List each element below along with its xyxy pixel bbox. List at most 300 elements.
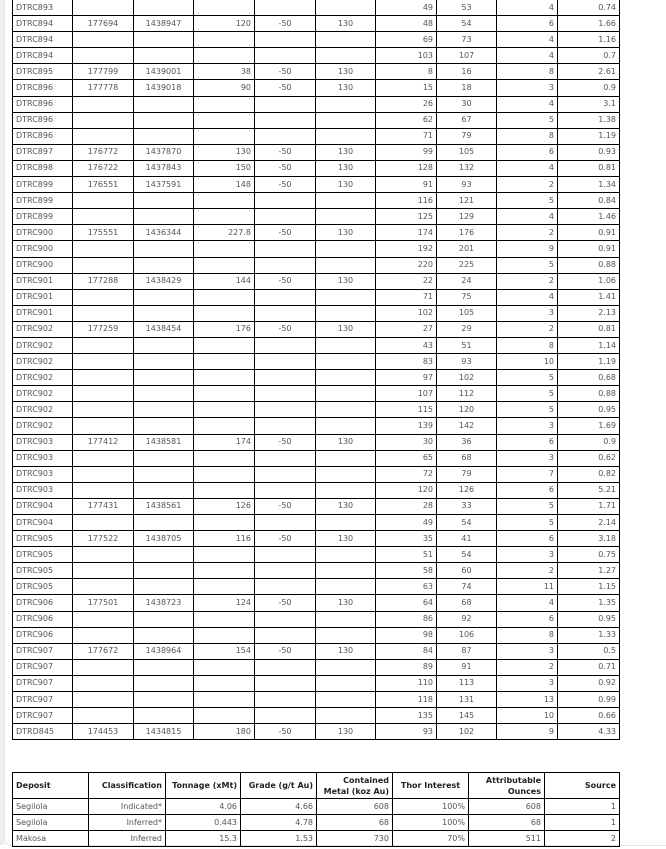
cell-depth [194,128,255,144]
cell-grade: 1.38 [558,112,620,128]
cell-to: 54 [437,547,497,563]
cell-interval: 6 [497,531,558,547]
cell-hole-id: DTRC896 [13,96,73,112]
cell-depth [194,627,255,643]
header-tonnage: Tonnage (xMt) [166,773,241,799]
cell-azimuth [316,0,376,16]
cell-dip [255,579,316,595]
cell-azimuth [316,450,376,466]
cell-tonnage: 0.443 [166,815,241,831]
cell-interval: 9 [497,724,558,740]
cell-to: 54 [437,16,497,32]
cell-grade: 0.91 [558,225,620,241]
cell-interval: 2 [497,321,558,337]
cell-interval: 3 [497,675,558,691]
cell-grade: 1.69 [558,418,620,434]
cell-azimuth [316,354,376,370]
cell-to: 102 [437,370,497,386]
cell-from: 103 [376,48,437,64]
cell-hole-id: DTRC902 [13,321,73,337]
cell-dip [255,32,316,48]
cell-interval: 4 [497,160,558,176]
cell-dip [255,48,316,64]
table-row [13,289,620,305]
header-grade: Grade (g/t Au) [241,773,317,799]
cell-grade: 0.93 [558,144,620,160]
cell-from: 15 [376,80,437,96]
cell-northing: 1437870 [134,144,194,160]
cell-from: 49 [376,515,437,531]
cell-dip [255,257,316,273]
table-row [13,627,620,643]
cell-grade: 0.68 [558,370,620,386]
cell-interval: 2 [497,177,558,193]
cell-easting: 177259 [73,321,134,337]
cell-northing: 1439001 [134,64,194,80]
cell-northing: 1438705 [134,531,194,547]
cell-hole-id: DTRC904 [13,515,73,531]
cell-dip [255,418,316,434]
cell-azimuth [316,563,376,579]
cell-hole-id: DTRC901 [13,273,73,289]
cell-depth: 90 [194,80,255,96]
cell-northing [134,675,194,691]
cell-dip [255,96,316,112]
table-row [13,611,620,627]
cell-interval: 4 [497,48,558,64]
cell-grade: 1.14 [558,337,620,353]
cell-dip: -50 [255,595,316,611]
cell-hole-id: DTRC902 [13,418,73,434]
cell-interval: 4 [497,209,558,225]
cell-hole-id: DTRC902 [13,354,73,370]
cell-easting [73,579,134,595]
cell-to: 87 [437,643,497,659]
cell-grade: 0.9 [558,434,620,450]
table-row [13,370,620,386]
cell-northing [134,708,194,724]
table-row [13,799,620,815]
cell-grade: 0.81 [558,321,620,337]
cell-from: 8 [376,64,437,80]
cell-easting: 175551 [73,225,134,241]
cell-grade: 1.19 [558,354,620,370]
cell-hole-id: DTRC903 [13,482,73,498]
cell-dip: -50 [255,160,316,176]
cell-interval: 4 [497,289,558,305]
cell-azimuth: 130 [316,434,376,450]
cell-from: 115 [376,402,437,418]
cell-hole-id: DTRC906 [13,595,73,611]
cell-to: 79 [437,128,497,144]
cell-northing [134,96,194,112]
table-row [13,177,620,193]
cell-grade: 0.95 [558,611,620,627]
cell-easting: 177778 [73,80,134,96]
cell-from: 22 [376,273,437,289]
table-row [13,659,620,675]
cell-northing [134,305,194,321]
cell-azimuth [316,289,376,305]
cell-dip: -50 [255,177,316,193]
cell-hole-id: DTRC907 [13,708,73,724]
cell-easting: 174453 [73,724,134,740]
table-row [13,32,620,48]
cell-azimuth [316,675,376,691]
cell-dip [255,241,316,257]
cell-interval: 13 [497,692,558,708]
cell-to: 225 [437,257,497,273]
cell-to: 60 [437,563,497,579]
cell-to: 74 [437,579,497,595]
cell-to: 126 [437,482,497,498]
cell-hole-id: DTRC903 [13,434,73,450]
cell-grade: 0.88 [558,257,620,273]
cell-easting [73,337,134,353]
cell-from: 71 [376,289,437,305]
cell-depth [194,289,255,305]
cell-grade: 1.06 [558,273,620,289]
cell-easting [73,48,134,64]
cell-dip: -50 [255,80,316,96]
cell-grade: 0.82 [558,466,620,482]
cell-hole-id: DTRD845 [13,724,73,740]
cell-dip: -50 [255,434,316,450]
cell-contained-metal: 608 [317,799,393,815]
table-row [13,225,620,241]
cell-interval: 2 [497,225,558,241]
cell-easting: 177799 [73,64,134,80]
cell-depth [194,305,255,321]
table-row [13,16,620,32]
cell-northing: 1436344 [134,225,194,241]
cell-interval: 8 [497,337,558,353]
cell-to: 107 [437,48,497,64]
cell-to: 201 [437,241,497,257]
cell-attributable-ounces: 68 [469,815,545,831]
cell-grade: 0.7 [558,48,620,64]
cell-easting [73,128,134,144]
cell-northing [134,563,194,579]
table-row [13,0,620,16]
table-row [13,498,620,514]
cell-azimuth [316,611,376,627]
cell-grade: 0.5 [558,643,620,659]
cell-from: 72 [376,466,437,482]
cell-easting [73,675,134,691]
cell-contained-metal: 730 [317,831,393,847]
cell-to: 41 [437,531,497,547]
cell-depth: 120 [194,16,255,32]
cell-dip: -50 [255,531,316,547]
table-row [13,831,620,847]
cell-northing: 1438947 [134,16,194,32]
cell-azimuth: 130 [316,144,376,160]
table-row [13,193,620,209]
cell-azimuth: 130 [316,498,376,514]
cell-azimuth [316,32,376,48]
table-row [13,354,620,370]
table-row [13,160,620,176]
table-row [13,241,620,257]
cell-depth [194,96,255,112]
cell-azimuth [316,627,376,643]
cell-easting [73,96,134,112]
cell-from: 84 [376,643,437,659]
cell-depth [194,659,255,675]
cell-grade: 0.95 [558,402,620,418]
cell-interval: 5 [497,112,558,128]
table-row [13,547,620,563]
cell-from: 91 [376,177,437,193]
cell-grade: 0.99 [558,692,620,708]
table-row [13,643,620,659]
cell-tonnage: 15.3 [166,831,241,847]
cell-thor-interest: 100% [393,799,469,815]
cell-hole-id: DTRC903 [13,466,73,482]
cell-interval: 5 [497,515,558,531]
cell-from: 28 [376,498,437,514]
cell-grade: 1.33 [558,627,620,643]
cell-depth [194,418,255,434]
cell-depth: 130 [194,144,255,160]
cell-hole-id: DTRC905 [13,547,73,563]
cell-from: 128 [376,160,437,176]
cell-to: 129 [437,209,497,225]
cell-attributable-ounces: 608 [469,799,545,815]
cell-grade: 1.16 [558,32,620,48]
cell-northing [134,337,194,353]
cell-to: 113 [437,675,497,691]
cell-depth: 144 [194,273,255,289]
cell-grade: 1.27 [558,563,620,579]
cell-hole-id: DTRC896 [13,80,73,96]
cell-interval: 4 [497,32,558,48]
cell-northing [134,386,194,402]
header-classification: Classification [89,773,166,799]
cell-northing [134,209,194,225]
cell-from: 116 [376,193,437,209]
cell-dip [255,563,316,579]
cell-thor-interest: 100% [393,815,469,831]
cell-from: 26 [376,96,437,112]
cell-depth: 150 [194,160,255,176]
cell-from: 98 [376,627,437,643]
cell-dip: -50 [255,16,316,32]
cell-depth: 124 [194,595,255,611]
cell-northing [134,402,194,418]
cell-grade: 0.91 [558,241,620,257]
cell-easting [73,515,134,531]
cell-easting: 177522 [73,531,134,547]
cell-grade: 0.84 [558,193,620,209]
cell-azimuth: 130 [316,160,376,176]
cell-interval: 10 [497,708,558,724]
table-row [13,434,620,450]
cell-to: 51 [437,337,497,353]
cell-grade: 1.53 [241,831,317,847]
cell-azimuth [316,370,376,386]
cell-grade: 1.35 [558,595,620,611]
cell-to: 18 [437,80,497,96]
cell-from: 64 [376,595,437,611]
cell-interval: 3 [497,418,558,434]
cell-grade: 3.18 [558,531,620,547]
cell-hole-id: DTRC902 [13,337,73,353]
cell-depth [194,547,255,563]
cell-hole-id: DTRC894 [13,48,73,64]
cell-easting [73,289,134,305]
cell-grade: 4.78 [241,815,317,831]
cell-interval: 5 [497,402,558,418]
cell-northing [134,466,194,482]
cell-dip [255,337,316,353]
cell-deposit: Segilola [13,799,89,815]
cell-interval: 3 [497,643,558,659]
cell-depth [194,611,255,627]
cell-depth [194,692,255,708]
cell-dip: -50 [255,64,316,80]
table-row [13,337,620,353]
cell-azimuth [316,692,376,708]
cell-easting [73,563,134,579]
cell-northing [134,128,194,144]
cell-azimuth [316,418,376,434]
cell-azimuth: 130 [316,595,376,611]
cell-northing [134,48,194,64]
cell-interval: 3 [497,80,558,96]
cell-easting [73,305,134,321]
cell-azimuth [316,257,376,273]
cell-easting [73,370,134,386]
table-row [13,128,620,144]
cell-depth [194,241,255,257]
table-row [13,595,620,611]
cell-interval: 2 [497,273,558,289]
cell-azimuth [316,515,376,531]
cell-interval: 3 [497,305,558,321]
cell-depth: 180 [194,724,255,740]
cell-dip [255,627,316,643]
cell-depth [194,563,255,579]
cell-easting [73,466,134,482]
cell-from: 107 [376,386,437,402]
cell-northing [134,692,194,708]
cell-depth [194,515,255,531]
cell-azimuth [316,48,376,64]
cell-northing: 1438964 [134,643,194,659]
drill-results-table [12,0,620,740]
cell-azimuth: 130 [316,16,376,32]
cell-hole-id: DTRC900 [13,225,73,241]
cell-interval: 6 [497,144,558,160]
cell-easting [73,692,134,708]
cell-azimuth [316,112,376,128]
cell-grade: 4.33 [558,724,620,740]
cell-northing: 1438429 [134,273,194,289]
cell-from: 43 [376,337,437,353]
cell-dip: -50 [255,724,316,740]
cell-from: 89 [376,659,437,675]
cell-northing: 1434815 [134,724,194,740]
cell-grade: 0.81 [558,160,620,176]
cell-grade: 3.1 [558,96,620,112]
cell-source: 1 [545,815,620,831]
cell-easting [73,450,134,466]
table-row [13,257,620,273]
cell-dip [255,354,316,370]
cell-northing [134,354,194,370]
cell-easting: 177694 [73,16,134,32]
cell-dip [255,0,316,16]
cell-grade: 2.14 [558,515,620,531]
cell-azimuth [316,547,376,563]
cell-azimuth [316,466,376,482]
cell-dip [255,193,316,209]
cell-depth: 227.8 [194,225,255,241]
cell-thor-interest: 70% [393,831,469,847]
cell-to: 54 [437,515,497,531]
cell-northing: 1438723 [134,595,194,611]
cell-dip [255,305,316,321]
table-row [13,96,620,112]
cell-hole-id: DTRC900 [13,241,73,257]
cell-from: 63 [376,579,437,595]
cell-grade: 1.15 [558,579,620,595]
cell-to: 79 [437,466,497,482]
cell-interval: 8 [497,128,558,144]
cell-to: 93 [437,177,497,193]
cell-tonnage: 4.06 [166,799,241,815]
cell-azimuth: 130 [316,643,376,659]
cell-azimuth [316,659,376,675]
cell-dip [255,611,316,627]
cell-depth [194,337,255,353]
table-row [13,531,620,547]
cell-northing [134,579,194,595]
cell-from: 192 [376,241,437,257]
cell-interval: 5 [497,498,558,514]
cell-depth [194,257,255,273]
cell-northing: 1438581 [134,434,194,450]
table-row [13,209,620,225]
cell-dip: -50 [255,273,316,289]
cell-easting: 177288 [73,273,134,289]
cell-easting [73,659,134,675]
cell-to: 132 [437,160,497,176]
cell-dip: -50 [255,225,316,241]
cell-grade: 0.75 [558,547,620,563]
cell-attributable-ounces: 511 [469,831,545,847]
cell-interval: 4 [497,96,558,112]
cell-hole-id: DTRC899 [13,193,73,209]
cell-easting [73,611,134,627]
resource-header-row [13,773,620,799]
cell-interval: 3 [497,547,558,563]
cell-depth [194,209,255,225]
cell-depth: 176 [194,321,255,337]
cell-easting [73,0,134,16]
table-row [13,386,620,402]
cell-easting [73,402,134,418]
cell-interval: 6 [497,434,558,450]
cell-azimuth [316,128,376,144]
cell-azimuth: 130 [316,321,376,337]
cell-dip [255,482,316,498]
cell-from: 49 [376,0,437,16]
cell-grade: 2.13 [558,305,620,321]
cell-to: 73 [437,32,497,48]
